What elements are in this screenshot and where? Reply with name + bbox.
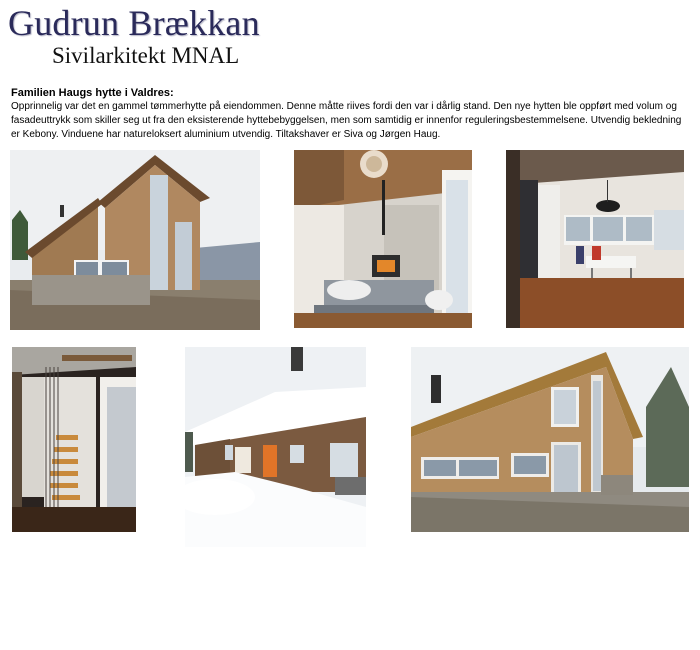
photo-staircase[interactable] (12, 347, 136, 532)
photo-cabin-exterior-side[interactable] (411, 347, 689, 532)
photo-dining-area[interactable] (506, 150, 684, 328)
logo-name: Gudrun Brækkan (8, 3, 260, 43)
photo-living-room-fireplace[interactable] (294, 150, 472, 328)
photo-cabin-exterior-gable[interactable] (10, 150, 260, 330)
article (11, 87, 691, 142)
logo-title: Sivilarkitekt MNAL (52, 43, 240, 68)
article-body: Opprinnelig var det en gammel tømmerhytte på eiendommen. Denne måtte riives fordi den var i dårlig stand. Den nye hytten ble oppført med volum og fasadeuttrykk som skiller seg ut fra den eksisterende hyttebebyggelsen, men som samtidig er innenfor reguleringsbestemmelsene. Utvendig bekledning er Kebony. Vinduene har natureloksert aluminium utvendig. Tiltakshaver er Siva og Jørgen Haug. (11, 101, 682, 140)
photo-cabin-in-snow[interactable] (185, 347, 366, 547)
site-logo[interactable] (8, 2, 268, 70)
article-heading: Familien Haugs hytte i Valdres: (11, 87, 174, 99)
